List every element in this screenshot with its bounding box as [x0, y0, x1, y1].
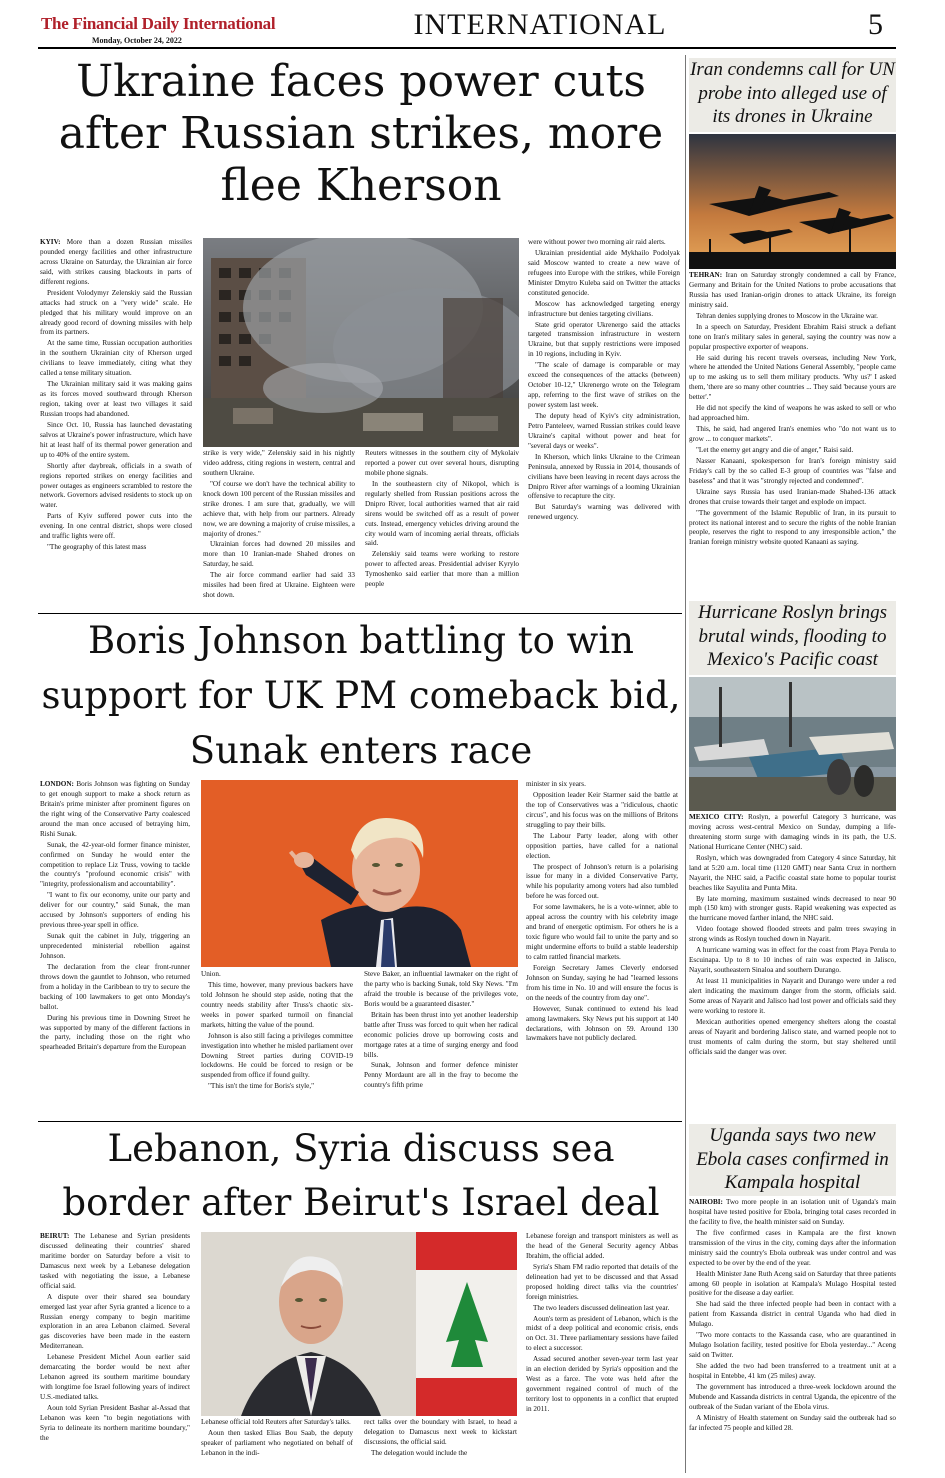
story2-paragraph: The declaration from the clear front-runner throws down the gauntlet to Johnson, who returned from a holiday in the Caribbean to try to secure the backing of 100 lawmakers to get onto Monday's ballot.	[40, 962, 190, 1011]
side3-body	[689, 1198, 896, 1474]
side2-paragraph: Roslyn, which was downgraded from Category 4 since Saturday, hit land at 5:20 a.m. local time (1120 GMT) near Santa Cruz in northern Nayarit, the NHC said, a Pacific coastal state home to popular tourist beaches like Sayulita and Punta Mita.	[689, 853, 896, 892]
story1-paragraph: Parts of Kyiv suffered power cuts into the evening. In one central district, shops were closed and traffic lights were off.	[40, 512, 192, 541]
side2-paragraph: Mexican authorities opened emergency shelters along the coastal areas of Nayarit and bordering Jalisco state, and warned people not to trust moments of calm during the storm, but stay sheltered until officials said the danger was over.	[689, 1017, 896, 1056]
story2-column-2	[201, 970, 353, 1117]
story1-paragraph: "The scale of damage is comparable or may exceed the consequences of the attacks (between) October 10-12," Ukrenergo wrote on the Telegram app, referring to the first wave of strikes on the power system last week.	[528, 361, 680, 409]
side3-paragraph: A Ministry of Health statement on Sunday said the outbreak had so far infected 75 people and killed 28.	[689, 1413, 896, 1432]
story1-column-3	[365, 449, 519, 609]
story3-column-2	[201, 1418, 353, 1472]
side3-dateline: NAIROBI:	[689, 1198, 723, 1206]
side2-paragraph: By late morning, maximum sustained winds decreased to near 90 mph (150 km) with stronger gusts. Rapid weakening was expected as the hurricane moved farther inland, the NHC said.	[689, 894, 896, 923]
story2-paragraph: "This isn't the time for Boris's style,"	[208, 1082, 315, 1091]
story3-paragraph: The two leaders discussed delineation last year.	[533, 1303, 670, 1312]
story2-paragraph: Foreign Secretary James Cleverly endorsed Johnson on Sunday, saying he had "learned lessons from his time in No. 10 and will ensure the focus is on the needs of the country from day one".	[526, 963, 678, 1002]
story1-paragraph: At the same time, Russian occupation authorities in the southern Ukrainian city of Kherson urged civilians to leave immediately, citing what they called a tense military situation.	[40, 339, 192, 378]
side3-paragraph: She added the two had been transferred to a treatment unit at a hospital in Entebbe, 41 km (25 miles) away.	[689, 1362, 896, 1380]
masthead-paper-name: The Financial Daily International	[41, 14, 276, 33]
side1-headline: Iran condemns call for UN probe into alleged use of its drones in Ukraine	[690, 59, 895, 128]
side1-photo-drones	[689, 134, 896, 269]
side1-paragraph: Tehran denies supplying drones to Moscow in the Ukraine war.	[696, 311, 878, 320]
section-title: INTERNATIONAL	[413, 8, 667, 41]
side3-paragraph: The five confirmed cases in Kampala are the first known transmission of the virus in the city, coming days after the information ministry said the country's Ebola outbreak was under control and was expected to be over by the end of the year.	[689, 1228, 896, 1267]
story2-paragraph: Steve Baker, an influential lawmaker on the right of the party who is backing Sunak, told Sky News. "I'm afraid the trouble is because of the privileges vote, Boris would be a guaranteed disaster."	[364, 970, 518, 1008]
masthead-date: Monday, October 24, 2022	[92, 36, 182, 45]
story1-column-4	[528, 238, 680, 610]
story1-paragraph: "Of course we don't have the technical ability to knock down 100 percent of the Russian missiles and strike drones. I am sure that, gradually, we will achieve that, with help from our partners. Already now, we are downing a majority of cruise missiles, a majority of drones."	[203, 479, 355, 538]
side3-paragraph: Health Minister Jane Ruth Aceng said on Saturday that three patients among 60 people in isolation at Kampala's Mulago Hospital tested positive for the disease a day earlier.	[689, 1269, 896, 1298]
story2-paragraph: The prospect of Johnson's return is a polarising issue for many in a divided Conservative Party, while his popularity among voters had also tumbled before he was forced out.	[526, 862, 678, 901]
side3-paragraph: The government has introduced a three-week lockdown around the Mubende and Kassanda districts in central Uganda, the epicentre of the outbreak of the Sudan variant of the Ebola virus.	[689, 1382, 896, 1411]
story1-column-2	[203, 449, 355, 609]
story2-column-1	[40, 780, 190, 1117]
story3-paragraph: A dispute over their shared sea boundary emerged last year after Syria granted a licence to a Russian energy company to begin maritime exploration in an area Lebanon claimed. Several gas discoveries have been made in the eastern Mediterranean.	[40, 1292, 190, 1351]
story3-paragraph: The delegation would include the	[371, 1448, 468, 1457]
masthead-rule	[38, 47, 896, 49]
side2-dateline: MEXICO CITY:	[689, 813, 744, 821]
side1-dateline: TEHRAN:	[689, 271, 723, 279]
side2-paragraph: A hurricane warning was in effect for the coast from Playa Perula to Escuinapa. Up to 8 to 10 inches of rain was expected in Jalisco, Nayarit, southeastern Sinaloa and southern Durango.	[689, 946, 896, 975]
story2-paragraph: "I want to fix our economy, unite our party and deliver for our country," said Sunak, the man accused by Johnson's supporters of ending his previous three-year spell in office.	[40, 891, 190, 930]
story2-paragraph: Union.	[201, 970, 221, 978]
story3-dateline: BEIRUT:	[40, 1232, 70, 1240]
sidebar-divider	[685, 55, 686, 1473]
story1-paragraph: Moscow has acknowledged targeting energy infrastructure but denies targeting civilians.	[528, 299, 680, 318]
story1-paragraph: But Saturday's warning was delivered with renewed urgency.	[528, 503, 680, 522]
side2-paragraph: At least 11 municipalities in Nayarit and Durango were under a red alert indicating the maximum danger from the storm, officials said. Some areas of Nayarit and Jalisco had lost power and officials said they were working to restore it.	[689, 977, 896, 1015]
story1-paragraph: The Ukrainian military said it was making gains as its forces moved southward through Kherson region, taking over at least two villages it said Russian troops had abandoned.	[40, 380, 192, 418]
story3-column-3	[364, 1418, 517, 1472]
story1-paragraph: Since Oct. 10, Russia has launched devastating salvos at Ukraine's power infrastructure, which have hit at least half of its thermal power generation and up to 40% of the entire system.	[40, 420, 192, 459]
story2-column-3	[364, 970, 518, 1117]
story1-paragraph: Shortly after daybreak, officials in a swath of regions reported strikes on energy facilities and power outages as engineers scrambled to restore the network. Governors advised residents to stock up on water.	[40, 461, 192, 510]
story1-paragraph: More than a dozen Russian missiles pounded energy facilities and other infrastructure across Ukraine on Saturday, the Ukrainian air force said, with strikes causing blackouts in parts of different regions.	[40, 238, 192, 286]
story1-paragraph: strike is very wide," Zelenskiy said in his nightly video address, citing regions in western, central and southern Ukraine.	[203, 449, 355, 477]
story3-paragraph: Assad secured another seven-year term last year in an election derided by Syria's opposition and the West as a farce. The vote was held after the government regained control of much of the territory lost to opponents in a conflict that erupted in 2011.	[526, 1355, 678, 1413]
story2-paragraph: Johnson is also still facing a privileges committee investigation into whether he misled parliament over Downing Street parties during COVID-19 lockdowns. He could be forced to resign or be suspended from office if found guilty.	[201, 1031, 353, 1080]
story1-column-1	[40, 238, 192, 610]
story2-paragraph: For some lawmakers, he is a vote-winner, able to appeal across the country with his celebrity image and brand of energetic optimism. For others he is a toxic figure who would fail to unite the party and so might undermine efforts to build a stable leadership to calm rattled financial markets.	[526, 903, 678, 961]
story2-headline: Boris Johnson battling to win support for UK PM comeback bid, Sunak enters race	[41, 619, 681, 772]
story2-column-4	[526, 780, 678, 1117]
side1-paragraph: He did not specify the kind of weapons he was asked to sell or who had approached him.	[689, 404, 896, 423]
story3-headline: Lebanon, Syria discuss sea border after Beirut's Israel deal	[62, 1127, 660, 1224]
story3-column-1	[40, 1232, 190, 1472]
side2-photo-hurricane-boats	[689, 677, 896, 811]
story1-paragraph: In the southeastern city of Nikopol, which is regularly shelled from Russian positions across the Dnipro River, local authorities warned that air raid sirens would be switched off as a result of power cuts. Instead, emergency vehicles driving around the city would warn of incoming aerial threats, officials said.	[365, 479, 519, 548]
story3-paragraph: Lebanese foreign and transport ministers as well as the head of the General Security agency Abbas Ibrahim, the official added.	[526, 1232, 678, 1260]
side1-paragraph: "The government of the Islamic Republic of Iran, in its pursuit to protect its national interest and to secure the rights of the noble Iranian people, reserves the right to respond to any irresponsible action," the Iranian foreign ministry website quoted Kanaani as saying.	[689, 508, 896, 547]
story1-paragraph: State grid operator Ukrenergo said the attacks targeted transmission infrastructure in western Ukraine, but that supply restrictions were imposed in 10 regions, including in Kyiv.	[528, 320, 680, 359]
story3-column-4	[526, 1232, 678, 1472]
story2-paragraph: This time, however, many previous backers have told Johnson he should step aside, noting that the country needs stability after Truss's chaotic six-weeks in power sparked turmoil on financial markets, hitting the value of the pound.	[201, 980, 353, 1029]
story3-paragraph: Aoun then tasked Elias Bou Saab, the deputy speaker of parliament who negotiated on behalf of Lebanon in the indi-	[201, 1428, 353, 1457]
story2-paragraph: Sunak quit the cabinet in July, triggering an unprecedented ministerial rebellion against Johnson.	[40, 932, 190, 960]
story1-paragraph: In Kherson, which links Ukraine to the Crimean Peninsula, annexed by Russia in 2014, thousands of civilians have been leaving in recent days across the Dnipro River after warnings of a looming Ukrainian offensive to recapture the city.	[528, 452, 680, 501]
side1-paragraph: Ukraine says Russia has used Iranian-made Shahed-136 attack drones that cruise towards their target and explode on impact.	[689, 487, 896, 506]
side3-paragraph: "Two more contacts to the Kassanda case, who are quarantined in Mulago Isolation facility, tested positive for Ebola yesterday..." Aceng said on Twitter.	[689, 1331, 896, 1360]
side3-headline: Uganda says two new Ebola cases confirmed in Kampala hospital	[696, 1125, 889, 1194]
story1-photo-kyiv-strike	[203, 238, 519, 447]
story2-photo-boris-johnson	[201, 780, 518, 967]
story2-paragraph: Sunak, the 42-year-old former finance minister, confirmed on Sunday he would enter the competition to replace Liz Truss, vowing to tackle the country's "profound economic crisis" with "integrity, professionalism and accountability".	[40, 840, 190, 889]
page-number: 5	[868, 8, 883, 41]
side1-paragraph: In a speech on Saturday, President Ebrahim Raisi struck a defiant tone on Iran's military sales in general, saying the country was now a popular prospective exporter of weapons.	[689, 322, 896, 351]
story2-paragraph: Sunak, Johnson and former defence minister Penny Mordaunt are all in the fray to become the country's fifth prime	[364, 1061, 518, 1090]
story3-paragraph: Lebanese President Michel Aoun earlier said demarcating the border would be next after Lebanon agreed its southern maritime boundary with longtime foe Israel following years of indirect U.S.-mediated talks.	[40, 1353, 190, 1401]
side1-paragraph: Nasser Kanaani, spokesperson for Iran's foreign ministry said Friday's call by the so called E-3 group of countries was "false and baseless" and that it was "strongly rejected and condemned".	[689, 456, 896, 485]
story2-paragraph: Opposition leader Keir Starmer said the battle at the top of Conservatives was a "ridiculous, chaotic circus", and his focus was on the millions of Britons struggling to pay their bills.	[526, 790, 678, 829]
story1-dateline: KYIV:	[40, 238, 61, 246]
side1-paragraph: "Let the enemy get angry and die of anger," Raisi said.	[696, 445, 854, 454]
story3-paragraph: Aoun's term as president of Lebanon, which is the midst of a deep political and economic crisis, ends on Oct. 31. Three parliamentary sessions have failed to elect a successor.	[526, 1314, 678, 1353]
story3-photo-michel-aoun	[201, 1232, 517, 1416]
story1-paragraph: Ukrainian presidential aide Mykhailo Podolyak said Moscow wanted to create a new wave of refugees into Europe with the strikes, while Foreign Minister Dmytro Kuleba said on Twitter the attacks constituted genocide.	[528, 248, 680, 297]
side2-headline: Hurricane Roslyn brings brutal winds, flooding to Mexico's Pacific coast	[698, 602, 887, 671]
side1-paragraph: This, he said, had angered Iran's enemies who "do not want us to grow ... to conquer markets".	[689, 425, 896, 443]
side1-body	[689, 271, 896, 603]
story3-paragraph: The Lebanese and Syrian presidents discussed delineating their countries' shared maritime border on Saturday before a visit to Damascus next week by a Lebanese delegation tasked with negotiating the issue, a Lebanese official said.	[40, 1232, 190, 1290]
side3-paragraph: Two more people in an isolation unit of Uganda's main hospital have tested positive for Ebola, bringing total cases recorded in the facility to five, the health minister said on Sunday.	[689, 1198, 896, 1226]
story2-paragraph: The Labour Party leader, along with other opposition parties, have called for a national election.	[526, 831, 678, 860]
story3-paragraph: Lebanese official told Reuters after Saturday's talks.	[201, 1418, 351, 1426]
story1-paragraph: were without power two morning air raid alerts.	[528, 238, 666, 246]
story3-paragraph: rect talks over the boundary with Israel, to head a delegation to Damascus next week to kickstart discussions, the official said.	[364, 1418, 517, 1446]
story1-paragraph: The deputy head of Kyiv's city administration, Petro Panteleev, warned Russian strikes could leave Ukraine's capital without power and heat for "several days or weeks".	[528, 411, 680, 450]
story1-paragraph: "The geography of this latest mass	[47, 543, 147, 552]
story2-paragraph: minister in six years.	[526, 780, 586, 788]
side1-paragraph: He said during his recent travels overseas, including New York, where he attended the United Nations General Assembly, "people came up to me asking us to sell them military products. 'Why us?' I asked them, 'there are so many other countries ... They said 'because yours are better'."	[689, 353, 896, 402]
story1-paragraph: The air force command earlier had said 33 missiles had been fired at Ukraine. Eighteen were shot down.	[203, 571, 355, 600]
story2-dateline: LONDON:	[40, 780, 74, 788]
story1-paragraph: Ukrainian forces had downed 20 missiles and more than 10 Iranian-made Shahed drones on Saturday, he said.	[203, 540, 355, 569]
story1-paragraph: President Volodymyr Zelenskiy said the Russian attacks had struck on a "very wide" scale. He pledged that his military would improve on an already good record of downing missiles with help from its partners.	[40, 288, 192, 337]
side1-paragraph: Iran on Saturday strongly condemned a call by France, Germany and Britain for the United Nations to probe accusations that Russia has used Iranian-origin drones to attack Ukraine, its foreign ministry said.	[689, 271, 896, 309]
story2-paragraph: During his previous time in Downing Street he was supported by many of the different factions in the party, including those on the right who spearheaded Britain's departure from the European	[40, 1013, 190, 1052]
story3-paragraph: Aoun told Syrian President Bashar al-Assad that Lebanon was keen "to begin negotiations with Syria to delineate its northern maritime boundary," the	[40, 1403, 190, 1442]
side3-paragraph: She had said the three infected people had been in contact with a patient from Kassanda district in central Uganda who had died in Mulago.	[689, 1300, 896, 1329]
story1-paragraph: Reuters witnesses in the southern city of Mykolaiv reported a power cut over several hours, disrupting mobile phone signals.	[365, 449, 519, 477]
side2-body	[689, 813, 896, 1123]
story3-paragraph: Syria's Sham FM radio reported that details of the delineation had yet to be discussed and that Assad proposed holding direct talks via the countries' foreign ministries.	[526, 1262, 678, 1301]
story2-paragraph: Boris Johnson was fighting on Sunday to get enough support to make a shock return as Britain's prime minister after prominent figures on the right wing of the Conservative Party coalesced around the man once accused of betraying him, Rishi Sunak.	[40, 780, 190, 838]
side2-paragraph: Video footage showed flooded streets and palm trees swaying in strong winds as Roslyn touched down in Nayarit.	[689, 925, 896, 944]
story2-paragraph: However, Sunak continued to extend his lead among lawmakers. Sky News put his support at 140 declarations, with Johnson on 59. Around 130 lawmakers have not publicly declared.	[526, 1004, 678, 1043]
story1-headline: Ukraine faces power cuts after Russian strikes, more flee Kherson	[58, 56, 664, 211]
story2-paragraph: Britain has been thrust into yet another leadership battle after Truss was forced to quit when her radical economic policies drove up borrowing costs and mortgage rates at a time of surging energy and food bills.	[364, 1010, 518, 1059]
side2-paragraph: Roslyn, a powerful Category 3 hurricane, was moving across west-central Mexico on Sunday, dumping a life-threatening storm surge with damaging winds in its path, the U.S. National Hurricane Center (NHC) said.	[689, 813, 896, 851]
story1-paragraph: Zelenskiy said teams were working to restore power to affected areas. Presidential adviser Kyrylo Tymoshenko said earlier that more than a million people	[365, 550, 519, 589]
